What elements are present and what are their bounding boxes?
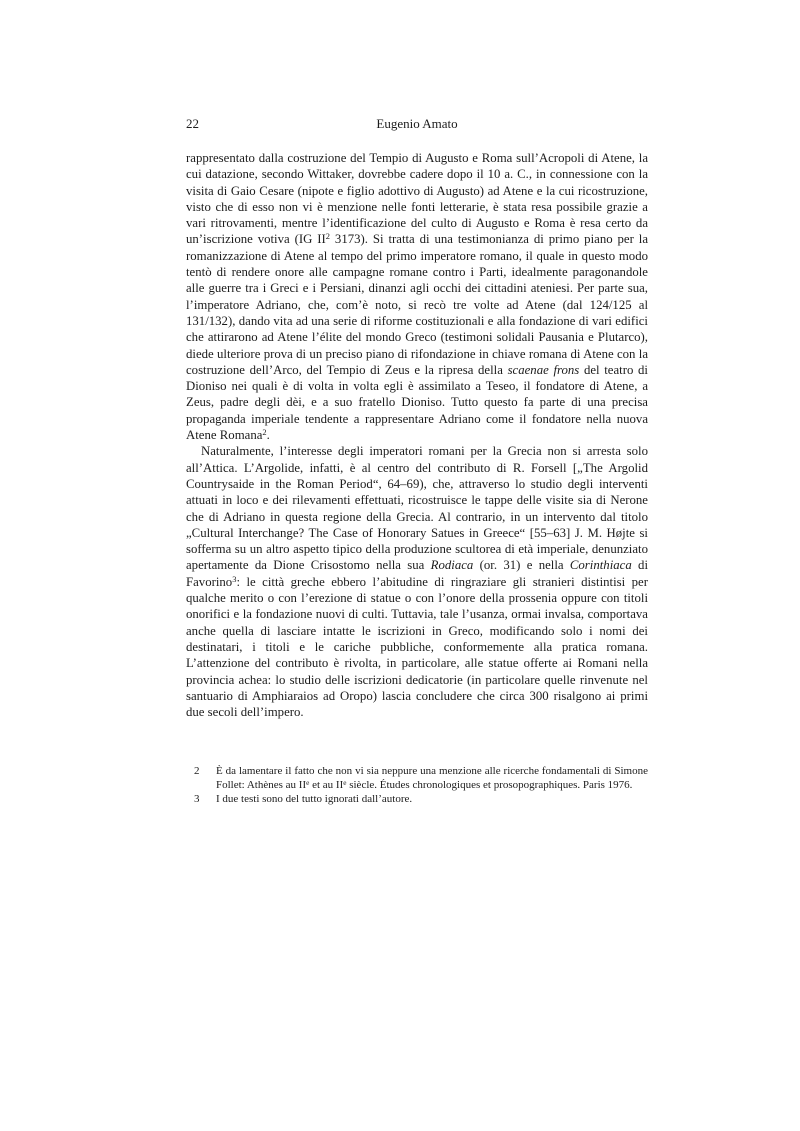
page-header [186, 116, 648, 132]
footnotes-section [186, 764, 648, 806]
footnote-text: È da lamentare il fatto che non vi sia neppure una menzione alle ricerche fondamentali di Simone Follet: Athènes au IIe et au IIe siècle. Études chronologiques et prosopographiques. Paris 1976. [216, 765, 648, 792]
running-head-title: Eugenio Amato [376, 116, 458, 131]
text-block [186, 116, 648, 806]
footnote [194, 792, 648, 806]
page-number: 22 [186, 116, 199, 131]
footnote [194, 764, 648, 792]
footnote-marker: 3 [194, 793, 200, 806]
paragraph: Naturalmente, l’interesse degli imperatori romani per la Grecia non si arresta solo all’Attica. L’Argolide, infatti, è al centro del contributo di R. Forsell [„The Argolid Countrysaide in the Roman Period“, 64–69), che, attraverso lo studio degli interventi attuati in loco e dei rilevamenti effettuati, ricostruisce le tappe delle visite sia di Nerone che di Adriano in questa regione della Grecia. Al contrario, in un intervento dal titolo „Cultural Interchange? The Case of Honorary Satues in Greece“ [55–63] J. M. Højte si sofferma su un altro aspetto tipico della produzione scultorea di età imperiale, denunziato apertamente da Dione Crisostomo nella sua Rodiaca (or. 31) e nella Corinthiaca di Favorino$^3$: le città greche ebbero l’abitudine di ringraziare gli stranieri distintisi per qualche merito o con l’erezione di statue o con l’onore della prossenia oppure con titoli onorifici e la fondazione nuovi di culti. Tuttavia, tale l’usanza, ormai invalsa, comportava anche quella di lasciare intatte le iscrizioni in Greco, modificando solo i nomi dei destinatari, i titoli e le cariche pubbliche, conformemente alla pratica romana. L’attenzione del contributo è rivolta, in particolare, alle statue offerte ai Romani nella provincia achea: lo studio delle iscrizioni dedicatorie (in particolare quelle rinvenute nel santuario di Amphiaraios ad Oropo) lascia concludere che circa 300 risalgono ai primi due secoli dell’impero. [186, 444, 648, 720]
body-text [186, 150, 648, 720]
footnote-marker: 2 [194, 765, 200, 778]
footnote-text: I due testi sono del tutto ignorati dall’autore. [216, 793, 413, 806]
paragraph: rappresentato dalla costruzione del Tempio di Augusto e Roma sull’Acropoli di Atene, la cui datazione, secondo Wittaker, dovrebbe cadere dopo il 10 a. C., in connessione con la visita di Gaio Cesare (nipote e figlio adottivo di Augusto) ad Atene e la cui ricostruzione, visto che di esso non vi è menzione nelle fonti letterarie, è stata resa possibile grazie a vari ritrovamenti, mentre l’identificazione del culto di Augusto e Roma è resa certo da un’iscrizione votiva (IG $II^2$ 3173). Si tratta di una testimonianza di primo piano per la romanizzazione di Atene al tempo del primo imperatore romano, il quale in questo modo tentò di rendere onore alle campagne romane contro i Parti, idealmente paragonandole alle guerre tra i Greci e i Persiani, dinanzi agli occhi dei cittadini ateniesi. Per parte sua, l’imperatore Adriano, che, com’è noto, si recò tre volte ad Atene (dal 124/125 al 131/132), dando vita ad una serie di riforme costituzionali e alla fondazione di vari edifici che attirarono ad Atene l’élite del mondo Greco (testimoni solidali Pausania e Plutarco), diede ulteriore prova di un preciso piano di rifondazione in chiave romana di Atene con la costruzione dell’Arco, del Tempio di Zeus e la ripresa della scaenae frons del teatro di Dioniso nei quali è di volta in volta egli è assimilato a Teseo, il fondatore di Atene, a Zeus, padre degli dèi, e a suo fratello Dioniso. Tutto questo fa parte di una precisa propaganda imperiale tendente a rappresentare Adriano come il fondatore nella nuova Atene Romana$^2$. [186, 151, 648, 443]
